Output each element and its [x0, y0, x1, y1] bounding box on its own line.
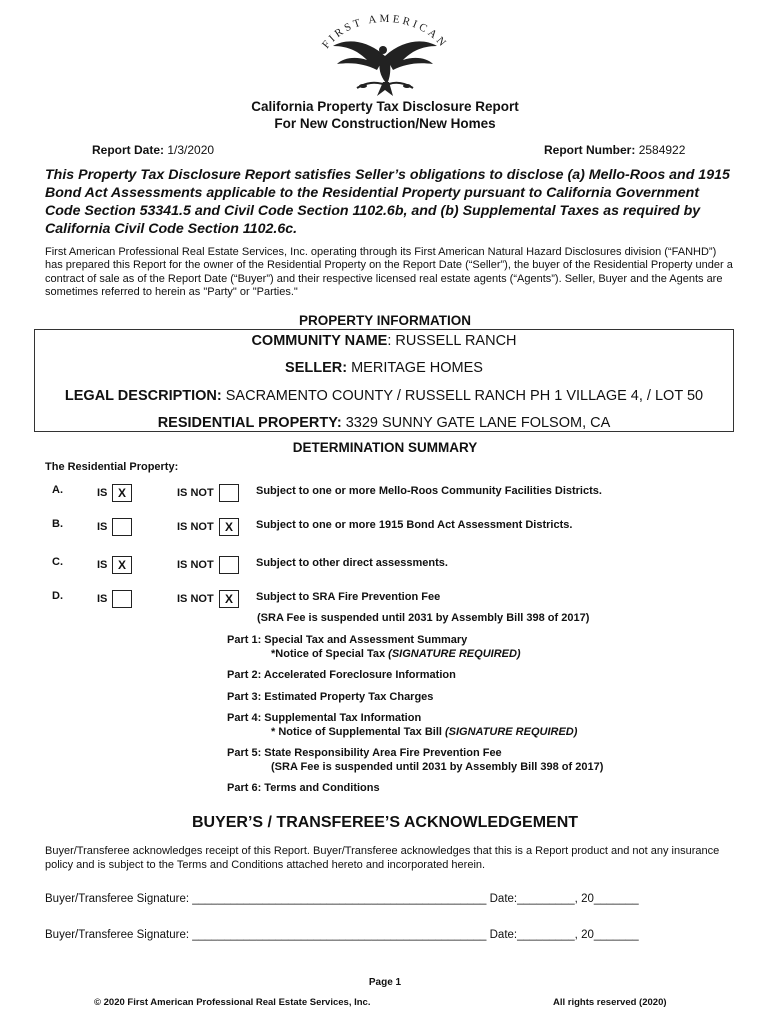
is-checkbox[interactable]: [112, 590, 132, 608]
part-note: * Notice of Supplemental Tax Bill (SIGNATURE REQUIRED): [271, 725, 578, 738]
legal-description: [35, 387, 733, 405]
property-information-box: [34, 329, 734, 432]
is-not-checkbox[interactable]: X: [219, 590, 239, 608]
intro-statement: This Property Tax Disclosure Report satisfies Seller’s obligations to disclose (a) Mello-Roos and 1915 Bond Act Assessments applicable to the Residential Property pursuant to California Government Code Section 53341.5 and Civil Code Section 1102.6b, and (b) Supplemental Taxes as required by California Civil Code Section 1102.6c.: [45, 167, 730, 237]
copyright: © 2020 First American Professional Real Estate Services, Inc.: [94, 997, 371, 1008]
report-number-value: 2584922: [638, 143, 686, 157]
rights-reserved: All rights reserved (2020): [553, 997, 667, 1008]
intro-paragraph: First American Professional Real Estate Services, Inc. operating through its First American Natural Hazard Disclosures division (“FANHD”) has prepared this Report for the owner of the Residential Property on the Report Date (“Seller”), the buyer of the Residential Property under a contract of sale as of the Report Date (“Buyer”) and their respective licensed real estate agents (“Agents”). Seller, Buyer and the Agents are sometimes referred to herein as "Party" or "Parties.": [45, 246, 733, 299]
part-title: Part 1: Special Tax and Assessment Summary: [227, 634, 468, 646]
is-not-label: IS NOT: [177, 593, 214, 605]
residential-property: [35, 414, 733, 432]
property-information-heading: PROPERTY INFORMATION: [298, 313, 471, 328]
report-title: [0, 98, 770, 132]
report-title-line1: California Property Tax Disclosure Report: [251, 99, 519, 114]
part-item: [227, 691, 603, 705]
acknowledgement-text: Buyer/Transferee acknowledges receipt of this Report. Buyer/Transferee acknowledges that this is a Report product and not any insurance policy and is subject to the Terms and Conditions attached hereto and incorporated herein.: [45, 845, 720, 871]
is-checkbox[interactable]: X: [112, 556, 132, 574]
legal-description-value: SACRAMENTO COUNTY / RUSSELL RANCH PH 1 VILLAGE 4, / LOT 50: [221, 388, 704, 404]
part-title: Part 5: State Responsibility Area Fire Prevention Fee: [227, 747, 502, 759]
sra-fee-note: (SRA Fee is suspended until 2031 by Assembly Bill 398 of 2017): [257, 612, 590, 624]
seller-label: SELLER:: [285, 360, 348, 376]
row-description: Subject to other direct assessments.: [256, 557, 448, 569]
row-description: Subject to one or more Mello-Roos Community Facilities Districts.: [256, 485, 602, 497]
buyer-signature-line-1[interactable]: Buyer/Transferee Signature: ______________________________________________ Date:_________, 20_______: [45, 893, 639, 905]
community-name-label: COMMUNITY NAME: [251, 333, 388, 349]
determination-row-d: [0, 590, 770, 612]
row-letter: D.: [52, 590, 63, 602]
part-item: [227, 782, 603, 796]
row-description: Subject to SRA Fire Prevention Fee: [256, 591, 441, 603]
part-title: Part 4: Supplemental Tax Information: [227, 712, 422, 724]
seller: [35, 359, 733, 377]
is-label: IS: [97, 487, 108, 499]
part-item: [227, 712, 603, 739]
part-note: *Notice of Special Tax (SIGNATURE REQUIRED): [271, 647, 521, 660]
part-title: Part 2: Accelerated Foreclosure Information: [227, 669, 456, 681]
is-not-checkbox[interactable]: [219, 484, 239, 502]
determination-row-c: [0, 556, 770, 578]
residential-property-value: 3329 SUNNY GATE LANE FOLSOM, CA: [341, 415, 611, 431]
determination-row-a: [0, 484, 770, 506]
is-not-checkbox[interactable]: X: [219, 518, 239, 536]
report-title-line2: For New Construction/New Homes: [274, 116, 496, 131]
logo-text: FIRST AMERICAN: [319, 12, 450, 51]
report-number: [544, 143, 685, 157]
part-item: [227, 747, 603, 774]
is-checkbox[interactable]: X: [112, 484, 132, 502]
is-checkbox[interactable]: [112, 518, 132, 536]
row-description: Subject to one or more 1915 Bond Act Assessment Districts.: [256, 519, 573, 531]
is-not-label: IS NOT: [177, 559, 214, 571]
page-number: Page 1: [368, 977, 402, 988]
is-not-label: IS NOT: [177, 521, 214, 533]
report-date-label: Report Date:: [92, 143, 165, 157]
first-american-logo: [297, 12, 473, 100]
report-date: [92, 143, 214, 157]
seller-value: MERITAGE HOMES: [347, 360, 483, 376]
part-title: Part 3: Estimated Property Tax Charges: [227, 690, 434, 703]
part-item: [227, 634, 603, 661]
is-not-checkbox[interactable]: [219, 556, 239, 574]
row-letter: A.: [52, 484, 63, 496]
community-name-value: : RUSSELL RANCH: [387, 333, 517, 349]
determination-row-b: [0, 518, 770, 540]
report-date-value: 1/3/2020: [167, 143, 215, 157]
row-letter: C.: [52, 556, 63, 568]
community-name: [35, 332, 733, 350]
report-number-label: Report Number:: [544, 143, 636, 157]
determination-summary-heading: DETERMINATION SUMMARY: [292, 440, 478, 455]
part-title: Part 6: Terms and Conditions: [227, 782, 380, 794]
parts-list: [227, 634, 603, 804]
row-letter: B.: [52, 518, 63, 530]
part-note: (SRA Fee is suspended until 2031 by Assembly Bill 398 of 2017): [271, 760, 604, 773]
residential-property-intro: The Residential Property:: [45, 461, 179, 473]
is-label: IS: [97, 559, 108, 571]
acknowledgement-heading: BUYER’S / TRANSFEREE’S ACKNOWLEDGEMENT: [191, 814, 579, 831]
legal-description-label: LEGAL DESCRIPTION:: [64, 388, 222, 404]
buyer-signature-line-2[interactable]: Buyer/Transferee Signature: ______________________________________________ Date:_________, 20_______: [45, 929, 639, 941]
part-item: [227, 669, 603, 683]
residential-property-label: RESIDENTIAL PROPERTY:: [157, 415, 342, 431]
is-label: IS: [97, 593, 108, 605]
is-not-label: IS NOT: [177, 487, 214, 499]
is-label: IS: [97, 521, 108, 533]
